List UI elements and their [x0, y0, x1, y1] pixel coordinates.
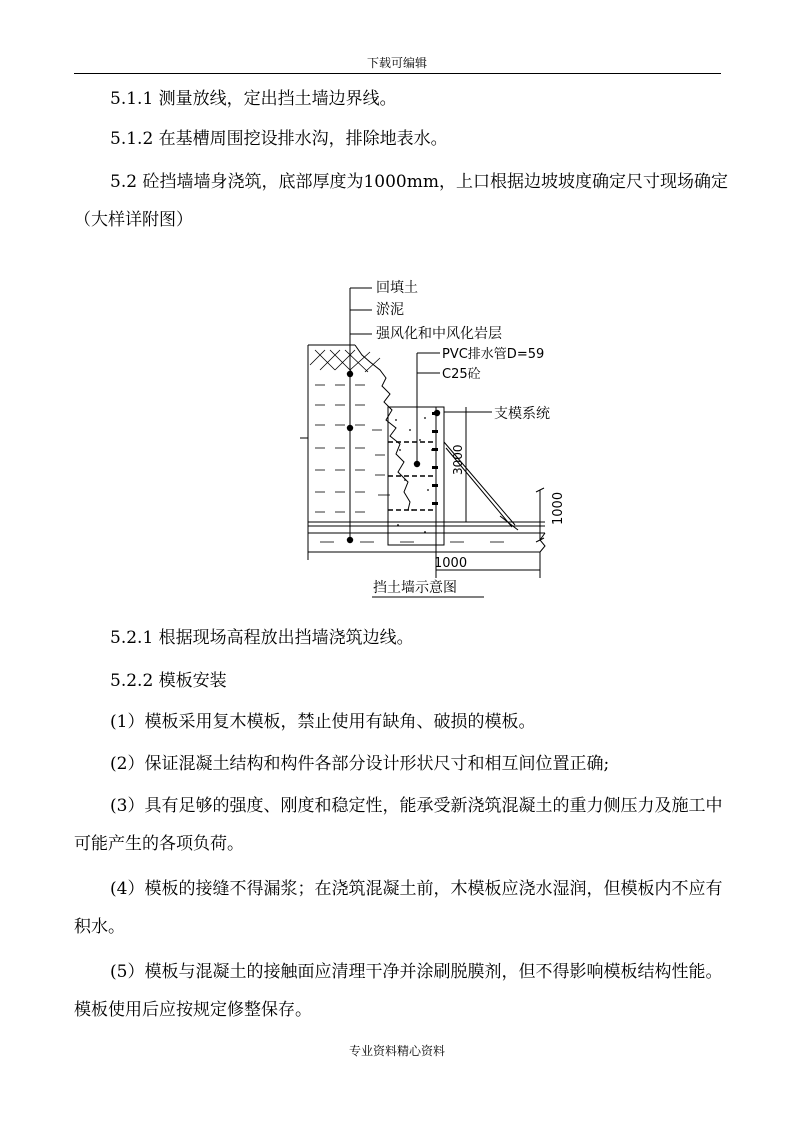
retaining-wall-figure — [300, 270, 590, 605]
paragraph-5-1-2: 5.1.2 在基槽周围挖设排水沟，排除地表水。 — [110, 129, 448, 149]
label-silt: 淤泥 — [376, 302, 404, 318]
page-header: 下载可编辑 — [366, 56, 427, 70]
paragraph-item-5: (5）模板与混凝土的接触面应清理干净并涂刷脱膜剂，但不得影响模板结构性能。模板使用后应按规定修整保存。 — [74, 962, 723, 1020]
paragraph-5-2: 5.2 砼挡墙墙身浇筑，底部厚度为1000mm，上口根据边坡坡度确定尺寸现场确定（大样详附图） — [74, 172, 728, 230]
label-pipe: PVC排水管D=59 — [442, 347, 545, 362]
retaining-wall-diagram — [300, 270, 590, 605]
label-support: 支模系统 — [494, 406, 550, 422]
paragraph-item-1: (1）模板采用复木模板，禁止使用有缺角、破损的模板。 — [110, 712, 536, 732]
dim-bottom: 1000 — [434, 556, 468, 571]
paragraph-5-1-1: 5.1.1 测量放线，定出挡土墙边界线。 — [110, 89, 397, 109]
label-concrete: C25砼 — [442, 367, 481, 382]
label-backfill: 回填土 — [376, 280, 418, 296]
dim-side: 1000 — [551, 491, 566, 525]
page-footer: 专业资料精心资料 — [348, 1044, 445, 1058]
paragraph-item-3: (3）具有足够的强度、刚度和稳定性，能承受新浇筑混凝土的重力侧压力及施工中可能产生的各项负荷。 — [74, 796, 723, 854]
dim-height: 3000 — [451, 444, 465, 475]
paragraph-5-2-1: 5.2.1 根据现场高程放出挡墙浇筑边线。 — [110, 628, 414, 648]
figure-caption: 挡土墙示意图 — [373, 580, 457, 596]
paragraph-5-2-2: 5.2.2 模板安装 — [110, 671, 227, 691]
header-rule — [74, 73, 721, 74]
paragraph-item-2: (2）保证混凝土结构和构件各部分设计形状尺寸和相互间位置正确; — [110, 754, 610, 774]
label-rock: 强风化和中风化岩层 — [376, 326, 502, 342]
paragraph-item-4: (4）模板的接缝不得漏浆；在浇筑混凝土前，木模板应浇水湿润，但模板内不应有积水。 — [74, 879, 723, 937]
